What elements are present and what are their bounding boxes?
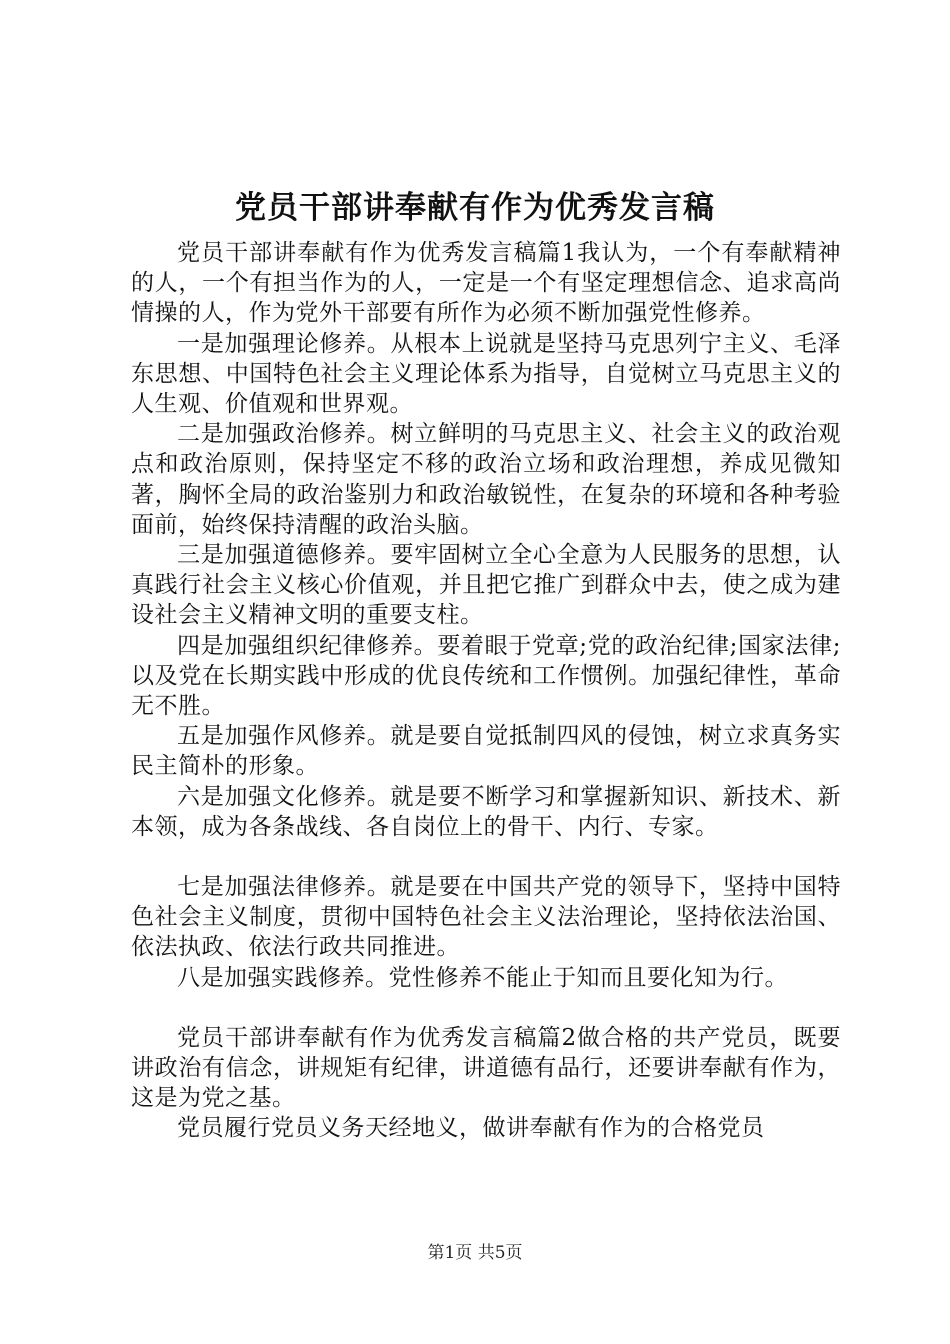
paragraph: 三是加强道德修养。要牢固树立全心全意为人民服务的思想，认真践行社会主义核心价值观，并且把它推广到群众中去，使之成为建设社会主义精神文明的重要支柱。 [131,542,841,629]
document-body [131,238,841,1144]
document-title: 党员干部讲奉献有作为优秀发言稿 [235,190,715,226]
paragraph: 党员履行党员义务天经地义，做讲奉献有作为的合格党员 [177,1115,765,1142]
paragraph: 八是加强实践修养。党性修养不能止于知而且要化知为行。 [177,964,788,991]
paragraph: 五是加强作风修养。就是要自觉抵制四风的侵蚀，树立求真务实民主简朴的形象。 [131,723,841,780]
paragraph: 党员干部讲奉献有作为优秀发言稿篇2做合格的共产党员，既要讲政治有信念，讲规矩有纪律，讲道德有品行，还要讲奉献有作为，这是为党之基。 [131,1024,841,1112]
page-footer: 第1页 共5页 [427,1243,523,1263]
paragraph: 六是加强文化修养。就是要不断学习和掌握新知识、新技术、新本领，成为各条战线、各自岗位上的骨干、内行、专家。 [131,783,841,840]
paragraph: 党员干部讲奉献有作为优秀发言稿篇1我认为，一个有奉献精神的人，一个有担当作为的人，一定是一个有坚定理想信念、追求高尚情操的人，作为党外干部要有所作为必须不断加强党性修养。 [131,240,841,327]
paragraph: 二是加强政治修养。树立鲜明的马克思主义、社会主义的政治观点和政治原则，保持坚定不移的政治立场和政治理想，养成见微知著，胸怀全局的政治鉴别力和政治敏锐性，在复杂的环境和各种考验面前，始终保持清醒的政治头脑。 [131,421,841,538]
paragraph: 七是加强法律修养。就是要在中国共产党的领导下，坚持中国特色社会主义制度，贯彻中国特色社会主义法治理论，坚持依法治国、依法执政、依法行政共同推进。 [131,874,841,961]
paragraph: 一是加强理论修养。从根本上说就是坚持马克思列宁主义、毛泽东思想、中国特色社会主义理论体系为指导，自觉树立马克思主义的人生观、价值观和世界观。 [131,330,841,418]
paragraph: 四是加强组织纪律修养。要着眼于党章;党的政治纪律;国家法律;以及党在长期实践中形成的优良传统和工作惯例。加强纪律性，革命无不胜。 [131,632,841,720]
